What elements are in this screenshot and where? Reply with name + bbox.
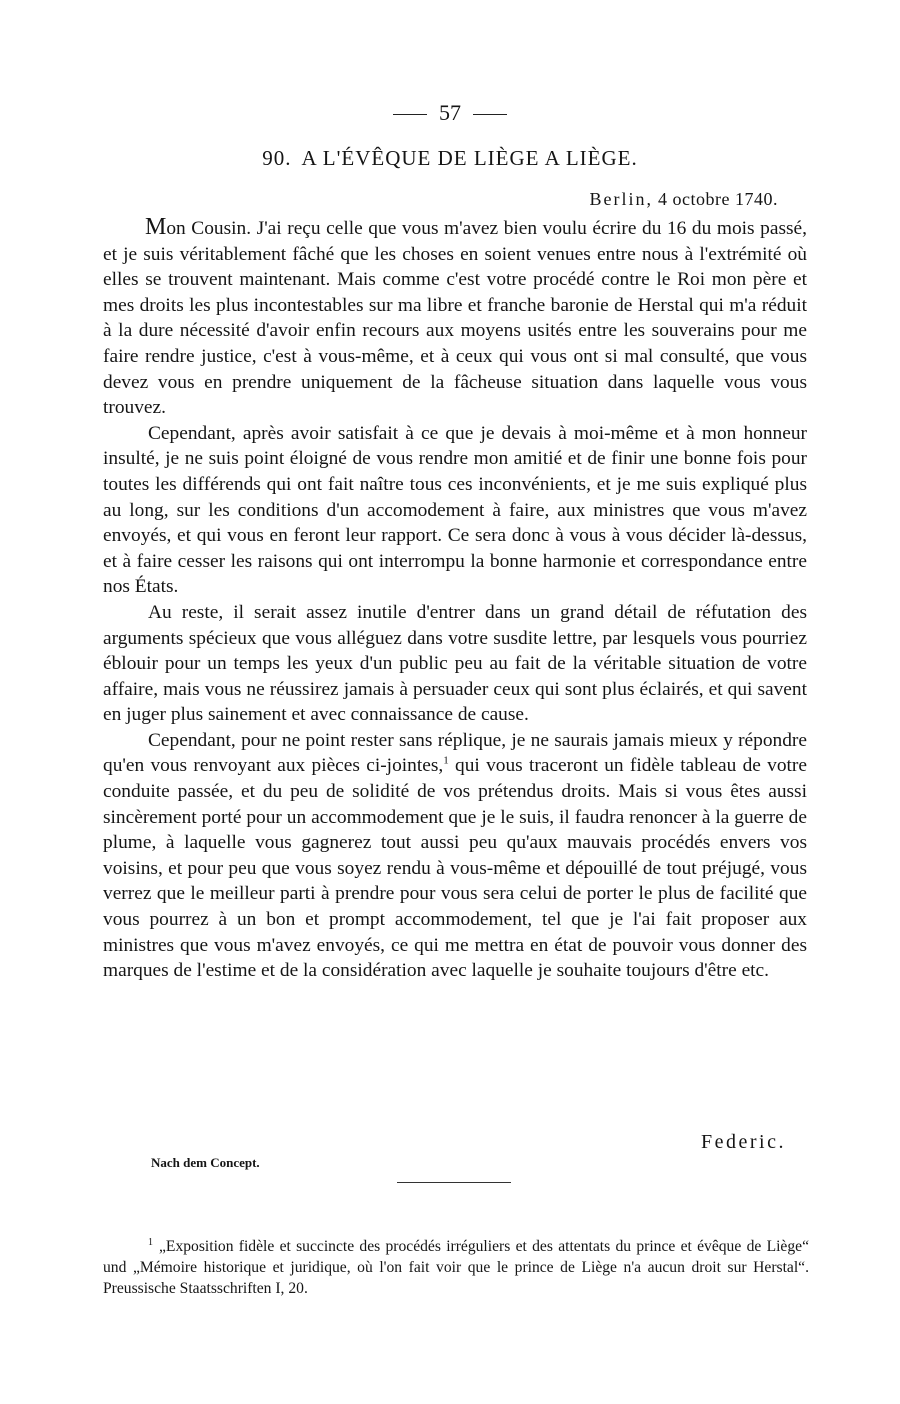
salutation-initial: M [145,214,167,240]
footnote-reference[interactable]: 1 [443,755,449,767]
paragraph-4-text-b: qui vous traceront un fidèle tableau de votre conduite passée, et du peu de solidité de vos prétendus droits. Mais si vous êtes aussi sincèrement porté pour un accommodement que je le suis, il faudra renoncer à la guerre de plume, à laquelle vous gagnerez tout aussi peu qu'aux mauvais procédés envers vos voisins, et pour peu que vous soyez rendu à vous-même et dépouillé de tout préjugé, vous verrez que le meilleur parti à prendre pour vous sera celui de porter le plus de facilité que vous pourrez à un bon et prompt accommodement, tel que je l'ai fait proposer aux ministres que vous m'avez envoyés, ce qui me mettra en état de pouvoir vous donner des marques de l'estime et de la considération avec laquelle je souhaite toujours d'être etc. [103,755,807,982]
paragraph-1 [103,215,807,421]
dateline [590,188,778,210]
paragraph-2: Cependant, après avoir satisfait à ce que je devais à moi-même et à mon honneur insulté, je ne suis point éloigné de vous rendre mon amitié et de finir une bonne fois pour toutes les différends qui ont fait naître tous ces inconvénients, et je me suis expliqué plus au long, sur les conditions d'un accomodement à faire, aux ministres que vous m'avez envoyés, et qui vous en feront leur rapport. Ce sera donc à vous à vous décider là-dessus, et à faire cesser les raisons qui ont interrompu la bonne harmonie et correspondance entre nos États. [103,422,807,598]
dateline-place: Berlin, [589,189,654,209]
header-dash-right [473,114,507,115]
header-dash-left [393,114,427,115]
footnote-marker: 1 [148,1236,153,1248]
footnote-text: „Exposition fidèle et succincte des procédés irréguliers et des attentats du prince et évêque de Liège“ und „Mémoire historique et juridique, où l'on fait voir que le prince de Liège n'a aucun droit sur Herstal“. Preussische Staatsschriften I, 20. [103,1238,809,1297]
signature: Federic. [701,1131,786,1153]
footnote-paragraph [103,1236,809,1299]
paragraph-4-text-a: Cependant, pour ne point rester sans réplique, je ne saurais jamais mieux y répondre qu'en vous renvoyant aux pièces ci-jointes, [103,729,807,777]
page-header [0,100,900,126]
letter-title [0,145,900,171]
letter-number: 90. [262,146,292,170]
paragraph-1-text: on Cousin. J'ai reçu celle que vous m'avez bien voulu écrire du 16 du mois passé, et je suis véritablement fâché que les choses en soient venues entre nous à l'extrémité où elles se trouvent maintenant. Mais comme c'est votre procédé contre le Roi mon père et mes droits les plus incontestables sur ma libre et franche baronie de Herstal qui m'a réduit à la dure nécessité d'avoir enfin recours aux moyens usités entre les souverains pour me faire rendre justice, c'est à vous-même, et à ceux qui vous ont si mal consulté, que vous devez vous en prendre uniquement de la fâcheuse situation dans laquelle vous vous trouvez. [103,218,807,419]
dateline-date: 4 octobre 1740. [658,189,778,209]
paragraph-3: Au reste, il serait assez inutile d'entrer dans un grand détail de réfutation des arguments spécieux que vous alléguez dans votre susdite lettre, par lesquels vous pourriez éblouir pour un temps les yeux d'un public peu au fait de la véritable situation de votre affaire, mais vous ne réussirez jamais à persuader ceux qui sont plus éclairés, et qui savent en juger plus sainement et avec connaissance de cause. [103,601,807,726]
source-note: Nach dem Concept. [151,1155,260,1170]
footnote [103,1236,809,1299]
page-number: 57 [439,100,461,125]
paragraph-4 [103,728,807,984]
footnote-divider [397,1182,511,1183]
letter-body [103,215,807,984]
letter-heading: A L'ÉVÊQUE DE LIÈGE A LIÈGE. [301,146,638,170]
